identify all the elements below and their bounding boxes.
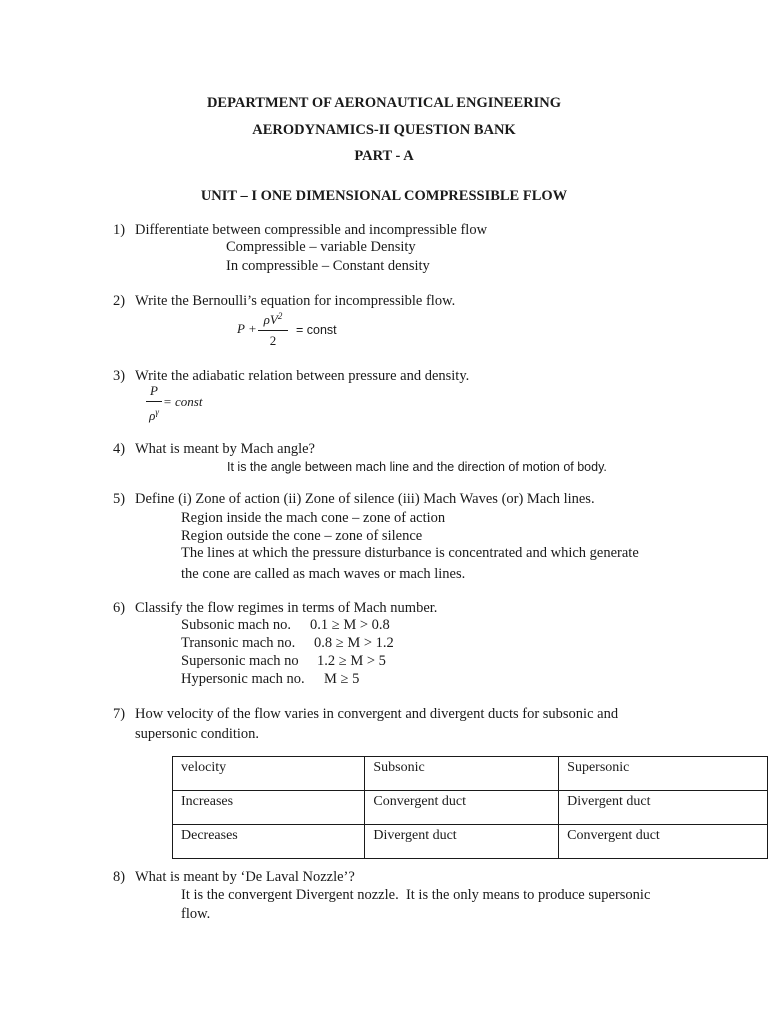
answer-line: In compressible – Constant density	[226, 258, 430, 274]
velocity-duct-table	[172, 756, 768, 859]
question-text: How velocity of the flow varies in convergent and divergent ducts for subsonic and	[135, 706, 619, 722]
question-text: What is meant by Mach angle?	[135, 441, 315, 457]
answer-line: The lines at which the pressure disturbance is concentrated and which generate	[181, 545, 639, 561]
regime-range: 0.8 ≥ M > 1.2	[314, 635, 394, 651]
question-number: 1)	[113, 222, 126, 238]
regime-range: 1.2 ≥ M > 5	[317, 653, 386, 669]
regime-label: Transonic mach no.	[181, 635, 296, 651]
answer-line: Compressible – variable Density	[226, 239, 416, 255]
table-cell: Convergent duct	[365, 791, 559, 825]
department-heading: DEPARTMENT OF AERONAUTICAL ENGINEERING	[206, 95, 562, 111]
exponent: 2	[277, 311, 283, 321]
equation-lhs: P +	[237, 321, 257, 336]
question-number: 3)	[113, 368, 126, 384]
table-cell: Convergent duct	[559, 825, 768, 859]
fraction-denominator: ρ	[149, 408, 156, 423]
question-text: Differentiate between compressible and incompressible flow	[135, 222, 488, 238]
table-cell: Divergent duct	[365, 825, 559, 859]
fraction-denominator: 2	[269, 333, 277, 348]
answer-line: Region inside the mach cone – zone of action	[181, 510, 446, 526]
question-text: Write the Bernoulli’s equation for incompressible flow.	[135, 293, 456, 309]
exponent: γ	[155, 407, 159, 417]
table-cell: Decreases	[173, 825, 365, 859]
answer-line: the cone are called as mach waves or mach lines.	[181, 566, 466, 582]
regime-label: Hypersonic mach no.	[181, 671, 305, 687]
question-number: 6)	[113, 600, 126, 616]
table-cell: Divergent duct	[559, 791, 768, 825]
equation-fraction	[146, 383, 162, 424]
equation-fraction	[258, 308, 288, 349]
question-number: 5)	[113, 491, 126, 507]
question-number: 7)	[113, 706, 126, 722]
equation-rhs: = const	[163, 394, 203, 409]
answer-line: Region outside the cone – zone of silence	[181, 528, 423, 544]
answer-line: flow.	[181, 906, 211, 922]
question-text: Write the adiabatic relation between pressure and density.	[135, 368, 470, 384]
fraction-numerator: ρV	[263, 312, 278, 327]
table-header: velocity	[173, 757, 365, 791]
course-heading: AERODYNAMICS-II QUESTION BANK	[252, 122, 516, 138]
equation-rhs: = const	[296, 323, 337, 337]
regime-range: 0.1 ≥ M > 0.8	[310, 617, 390, 633]
question-number: 8)	[113, 869, 126, 885]
regime-label: Subsonic mach no.	[181, 617, 291, 633]
table-row	[173, 825, 768, 859]
question-text: What is meant by ‘De Laval Nozzle’?	[135, 869, 355, 885]
table-row	[173, 791, 768, 825]
question-text: Classify the flow regimes in terms of Mach number.	[135, 600, 438, 616]
regime-label: Supersonic mach no	[181, 653, 299, 669]
unit-heading: UNIT – I ONE DIMENSIONAL COMPRESSIBLE FLOW	[200, 188, 568, 204]
table-header-row	[173, 757, 768, 791]
table-header: Subsonic	[365, 757, 559, 791]
table-header: Supersonic	[559, 757, 768, 791]
question-text: Define (i) Zone of action (ii) Zone of silence (iii) Mach Waves (or) Mach lines.	[135, 491, 595, 507]
answer-line: It is the convergent Divergent nozzle. It is the only means to produce supersonic	[181, 887, 651, 903]
answer-line: It is the angle between mach line and the direction of motion of body.	[227, 460, 607, 474]
question-number: 4)	[113, 441, 126, 457]
part-heading: PART - A	[354, 148, 414, 164]
question-number: 2)	[113, 293, 126, 309]
fraction-numerator: P	[150, 383, 158, 398]
question-text-continued: supersonic condition.	[135, 726, 260, 742]
regime-range: M ≥ 5	[324, 671, 360, 687]
table-cell: Increases	[173, 791, 365, 825]
